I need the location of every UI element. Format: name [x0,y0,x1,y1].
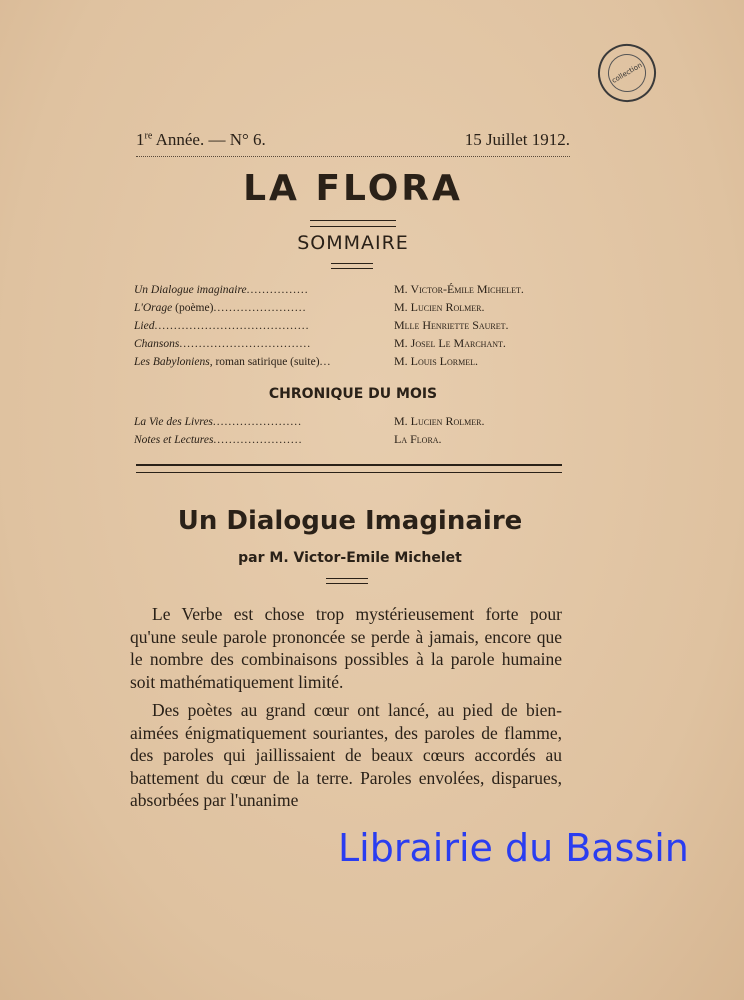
toc-row [134,432,570,450]
article-body [130,603,562,818]
section-divider [136,464,562,473]
toc-author: M. Louis Lormel. [394,354,478,368]
sommaire-rule [331,263,373,269]
toc-title: L'Orage (poème)........................ [134,302,307,314]
toc-title: La Vie des Livres....................... [134,416,303,428]
toc-row [134,282,570,300]
toc-title: Notes et Lectures....................... [134,434,303,446]
author-rule [326,578,368,584]
toc-title: Chansons.................................. [134,338,312,350]
issue-header [136,130,570,157]
toc-row [134,318,570,336]
toc-row [134,336,570,354]
chronique-heading: CHRONIQUE DU MOIS [268,386,438,402]
toc-author: M. Lucien Rolmer. [394,300,485,314]
article-title: Un Dialogue Imaginaire [177,506,523,536]
toc-title: Les Babyloniens, roman satirique (suite)... [134,356,332,368]
issue-number: 1re Année. — N° 6. [136,130,266,149]
toc-row [134,354,570,372]
sommaire-heading: SOMMAIRE [297,232,409,254]
table-of-contents [134,282,570,372]
toc-author: La Flora. [394,432,442,446]
issue-date: 15 Juillet 1912. [464,130,570,149]
toc-author: M. Lucien Rolmer. [394,414,485,428]
toc-author: M. Victor-Émile Michelet. [394,282,524,296]
paragraph: Le Verbe est chose trop mystérieusement forte pour qu'une seule parole prononcée se perde à jamais, encore que le nombre des combinaisons possibles à la parole humaine soit mathématiquement limité. [130,604,562,692]
title-rule [310,220,396,227]
toc-row [134,414,570,432]
toc-author: Mlle Henriette Sauret. [394,318,509,332]
toc-author: M. Josel Le Marchant. [394,336,506,350]
journal-title: LA FLORA [243,168,463,209]
article-author: par M. Victor-Emile Michelet [238,550,462,566]
chronique-contents [134,414,570,450]
watermark: Librairie du Bassin [338,826,689,870]
paragraph: Des poètes au grand cœur ont lancé, au pied de bien-aimées énigmatiquement souriantes, des paroles de flamme, des paroles qui jaillissaient de beaux cœurs accordés au battement du cœur de la terre. Paroles envolées, disparues, absorbées par l'unanime [130,700,562,810]
toc-title: Lied........................................ [134,320,310,332]
toc-row [134,300,570,318]
stamp-inner: collection [601,47,653,99]
collection-stamp [587,33,666,112]
toc-title: Un Dialogue imaginaire................ [134,284,309,296]
